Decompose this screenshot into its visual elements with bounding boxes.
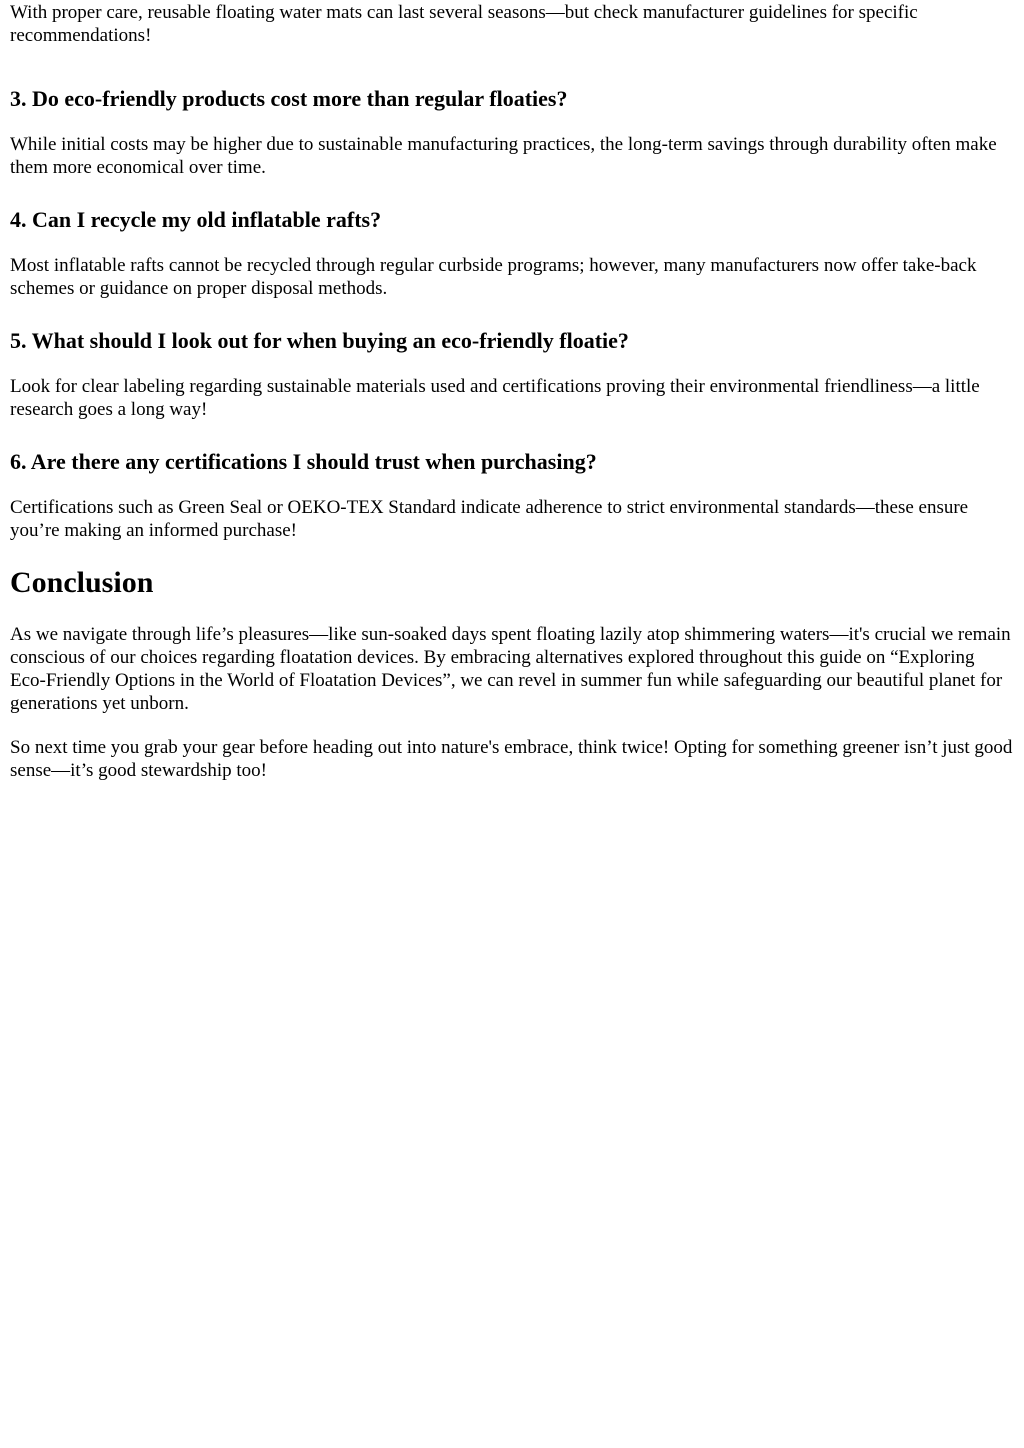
conclusion-paragraph-1: As we navigate through life’s pleasures—like sun-soaked days spent floating lazily atop shimmering waters—it's crucial we remain conscious of our choices regarding floatation devices. By embracing alternatives explored throughout this guide on “Exploring Eco-Friendly Options in the World of Floatation Devices”, we can revel in summer fun while safeguarding our beautiful planet for generations yet unborn. (10, 624, 1011, 714)
conclusion-paragraph-2: So next time you grab your gear before heading out into nature's embrace, think twice! Opting for something greener isn’t just good sense—it’s good stewardship too! (10, 737, 1013, 781)
faq-answer-4: Most inflatable rafts cannot be recycled through regular curbside programs; however, many manufacturers now offer take-back schemes or guidance on proper disposal methods. (10, 255, 977, 299)
faq-answer-6: Certifications such as Green Seal or OEKO-TEX Standard indicate adherence to strict environmental standards—these ensure you’re making an informed purchase! (10, 497, 969, 541)
faq-question-3: 3. Do eco-friendly products cost more than regular floaties? (10, 86, 568, 111)
intro-paragraph: With proper care, reusable floating water mats can last several seasons—but check manufacturer guidelines for specific recommendations! (10, 2, 918, 46)
faq-question-6: 6. Are there any certifications I should trust when purchasing? (10, 449, 597, 474)
conclusion-heading: Conclusion (10, 566, 154, 599)
faq-answer-5: Look for clear labeling regarding sustainable materials used and certifications proving their environmental friendliness—a little research goes a long way! (10, 376, 980, 420)
faq-answer-3: While initial costs may be higher due to sustainable manufacturing practices, the long-term savings through durability often make them more economical over time. (10, 134, 997, 178)
faq-question-5: 5. What should I look out for when buying an eco-friendly floatie? (10, 328, 629, 353)
faq-question-4: 4. Can I recycle my old inflatable rafts? (10, 207, 382, 232)
